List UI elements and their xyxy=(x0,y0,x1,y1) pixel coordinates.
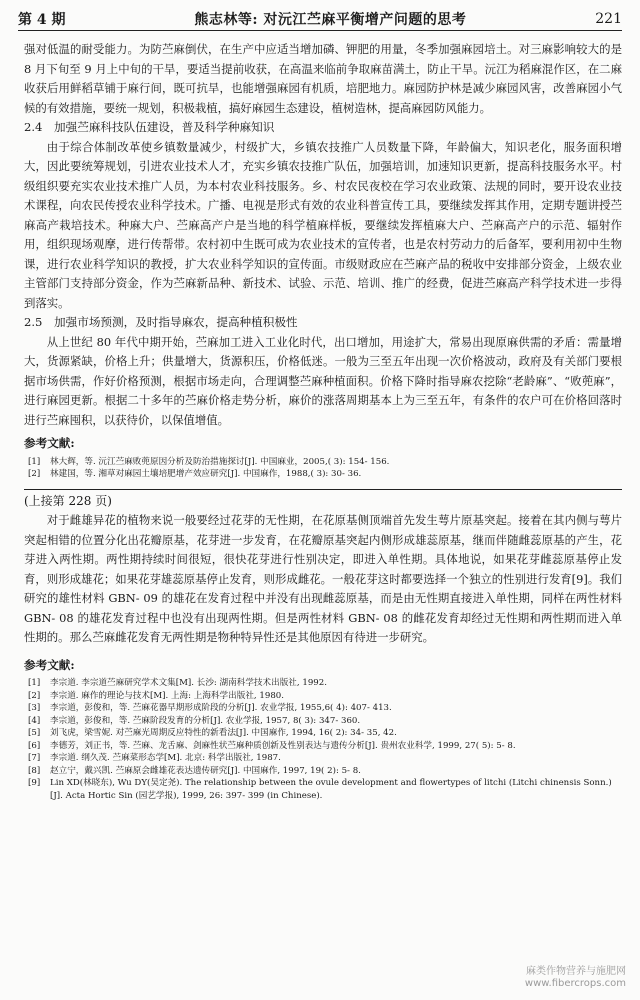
issue-label: 第 4 期 xyxy=(18,12,66,28)
main-content xyxy=(24,40,622,802)
reference-item xyxy=(24,740,622,753)
reference-number: [8] xyxy=(28,765,41,776)
reference-item xyxy=(24,777,622,802)
running-header xyxy=(18,8,622,31)
references-title-top: 参考文献: xyxy=(24,436,75,450)
section-heading-2-5: 2.5 加强市场预测，及时指导麻农，提高种植积极性 xyxy=(24,315,298,329)
running-title: 熊志林等: 对沅江苎麻平衡增产问题的思考 xyxy=(194,12,467,28)
reference-text: 林建国，等. 湘草对麻园土壤培肥增产效应研究[J]. 中国麻作，1988,( 3): 30- 36. xyxy=(50,469,362,479)
reference-text: 李宗道. 麻作的理论与技术[M]. 上海: 上海科学出版社, 1980. xyxy=(50,690,285,701)
reference-number: [2] xyxy=(28,469,41,479)
reference-text: Lin XD(林晓东), Wu DY(吴定尧). The relationship between the ovule development and flowertypes of litchi (Litchi chinensis Sonn.)[J]. Acta Hortic Sin (园艺学报), 1999, 26: 397- 399 (in Chinese). xyxy=(50,778,612,801)
reference-item xyxy=(24,677,622,690)
spacer xyxy=(24,648,622,652)
reference-text: 李宗道，彭俊和，等. 苎麻阶段发育的分析[J]. 农业学报, 1957, 8( 3): 347- 360. xyxy=(50,715,361,726)
watermark-line-2: www.fibercrops.com xyxy=(524,978,626,989)
page-number: 221 xyxy=(595,11,622,27)
reference-text: 李宗道，彭俊和，等. 苎麻花器早期形成阶段的分析[J]. 农业学报, 1955,6( 4): 407- 413. xyxy=(50,703,392,713)
continuation-paragraph: 对于雌雄异花的植物来说一般要经过花芽的无性期，在花原基侧顶端首先发生萼片原基突起。接着在其内侧与萼片突起相错的位置分化出花瓣原基，花芽进一步发育，在花瓣原基突起内侧形成雄蕊原基，继而伴随雌蕊原基的产生，花芽进入两性期。两性期持续时间很短，很快花芽进行性别决定，即进入单性期。具体地说，如果花芽雌蕊原基停止发育，则形成雄花；如果花芽雄蕊原基停止发育，则形成雌花。一般花芽这时都要选择一个独立的性别进行发育[9]。我们研究的雄性材料 GBN- 09 的雄花在发育过程中并没有出现雌蕊原基，而是由无性期直接进入单性期，同样在两性材料 GBN- 08 的雄花发育过程中也没有出现两性期。但是两性材料 GBN- 08 的雌花发育却经过无性期和两性期而进入单性期的。那么苎麻雌花发育无两性期是物种特异性还是其他原因有待进一步研究。 xyxy=(24,513,622,644)
reference-item xyxy=(24,702,622,715)
reference-item xyxy=(24,727,622,740)
reference-item xyxy=(24,468,622,481)
reference-text: 刘飞虎，梁雪妮. 对苎麻光周期反应特性的新看法[J]. 中国麻作, 1994, 16( 2): 34- 35, 42. xyxy=(50,728,397,738)
reference-text: 李德芳，刘正书，等. 苎麻、龙舌麻、剑麻性状苎麻种质创新及性别表达与遗传分析[J]. 贵州农业科学, 1999, 27( 5): 5- 8. xyxy=(50,740,516,751)
continuation-label: (上接第 228 页) xyxy=(24,493,112,508)
site-watermark xyxy=(525,966,626,990)
section-divider xyxy=(24,489,622,490)
intro-paragraph: 强对低温的耐受能力。为防苎麻倒伏，在生产中应适当增加磷、钾肥的用量，冬季加强麻园培土。对三麻影响较大的是 8 月下旬至 9 月上中旬的干旱，要适当提前收获，在高温来临前争取麻苗满土，防止干旱。沅江为稻麻混作区，在二麻收获后用鲜稻草铺于麻行间，既可抗旱，也能增强麻园有机质，培肥地力。麻园防护林是减少麻园风害，改善麻园小气候的有效措施，要统一规划，积极栽植，搞好麻园生态建设，植树造林，提高麻园防风能力。 xyxy=(24,42,622,115)
watermark-line-1: 麻类作物营养与施肥网 xyxy=(526,966,626,977)
reference-text: 李宗道. 纲久茂. 苎麻菜形态学[M]. 北京: 科学出版社, 1987. xyxy=(50,753,281,763)
reference-item xyxy=(24,456,622,469)
reference-number: [1] xyxy=(28,678,41,688)
section-2-4-paragraph: 由于综合体制改革使乡镇数量减少，村级扩大，乡镇农技推广人员数量下降，年龄偏大，知识老化，服务面积增大，因此要统筹规划，引进农业技术人才，充实乡镇农技推广队伍，加强培训，加速知识更新，提高科技服务水平。村级组织要充实农业技术推广人员，为本村农业科技服务。乡、村农民夜校在学习农业政策、法规的同时，要开设农业技术课程，向农民传授农业科学技术。广播、电视是形式有效的农业科普宣传工具，要继续发挥其作用，定期专题讲授苎麻高产栽培技术。种麻大户、苎麻高产户是当地的科学植麻样板，要继续发挥植麻大户、苎麻高产户的示范、辐射作用，组织现场观摩，进行传帮带。农村初中生既可成为农业技术的宣传者，也是农村劳动力的后备军，要利用初中生物课，进行农业科学知识的教授，扩大农业科学知识的宣传面。市级财政应在苎麻产品的税收中安排部分资金，上级农业主管部门支持部分资金，作为苎麻新品种、新技术、试验、示范、培训、推广的经费，促进苎麻高产科学技术进一步得到落实。 xyxy=(24,139,622,310)
reference-list-bottom xyxy=(24,677,622,802)
reference-list-top xyxy=(24,456,622,481)
reference-item xyxy=(24,715,622,728)
reference-number: [2] xyxy=(28,690,41,701)
reference-number: [3] xyxy=(28,703,41,713)
reference-text: 赵立宁，戴兴凯. 苎麻原会雌雄花表达遗传研究[J]. 中国麻作, 1997, 19( 2): 5- 8. xyxy=(50,765,361,776)
reference-number: [9] xyxy=(28,778,41,788)
reference-number: [6] xyxy=(28,740,41,751)
reference-number: [1] xyxy=(28,456,41,467)
reference-text: 李宗道. 李宗道苎麻研究学术文集[M]. 长沙: 湖南科学技术出版社, 1992. xyxy=(50,678,327,688)
section-heading-2-4: 2.4 加强苎麻科技队伍建设，普及科学种麻知识 xyxy=(24,120,275,134)
reference-number: [5] xyxy=(28,728,41,738)
reference-item xyxy=(24,752,622,765)
reference-item xyxy=(24,765,622,778)
references-title-bottom: 参考文献: xyxy=(24,657,75,672)
reference-number: [4] xyxy=(28,715,41,726)
reference-text: 林大辉，等. 沅江苎麻败蔸原因分析及防治措施探讨[J]. 中国麻业，2005,( 3): 154- 156. xyxy=(50,456,390,467)
section-2-5-paragraph: 从上世纪 80 年代中期开始，苎麻加工进入工业化时代，出口增加，用途扩大，常易出现原麻供需的矛盾：需量增大，货源紧缺，价格上升；供量增大，货源积压，价格低迷。一般为三至五年出现一次价格波动，政府及有关部门要根据市场供需，作好价格预测，根据市场走向，合理调整苎麻种植面积。价格下降时指导麻农挖除“老龄麻”、“败蔸麻”，进行麻园更新。根据二十多年的苎麻价格走势分析，麻价的涨落周期基本上为三至五年，有条件的农户可在价格回落时进行苎麻囤积，以获待价，以保值增值。 xyxy=(24,334,622,427)
reference-item xyxy=(24,690,622,703)
reference-number: [7] xyxy=(28,753,41,763)
